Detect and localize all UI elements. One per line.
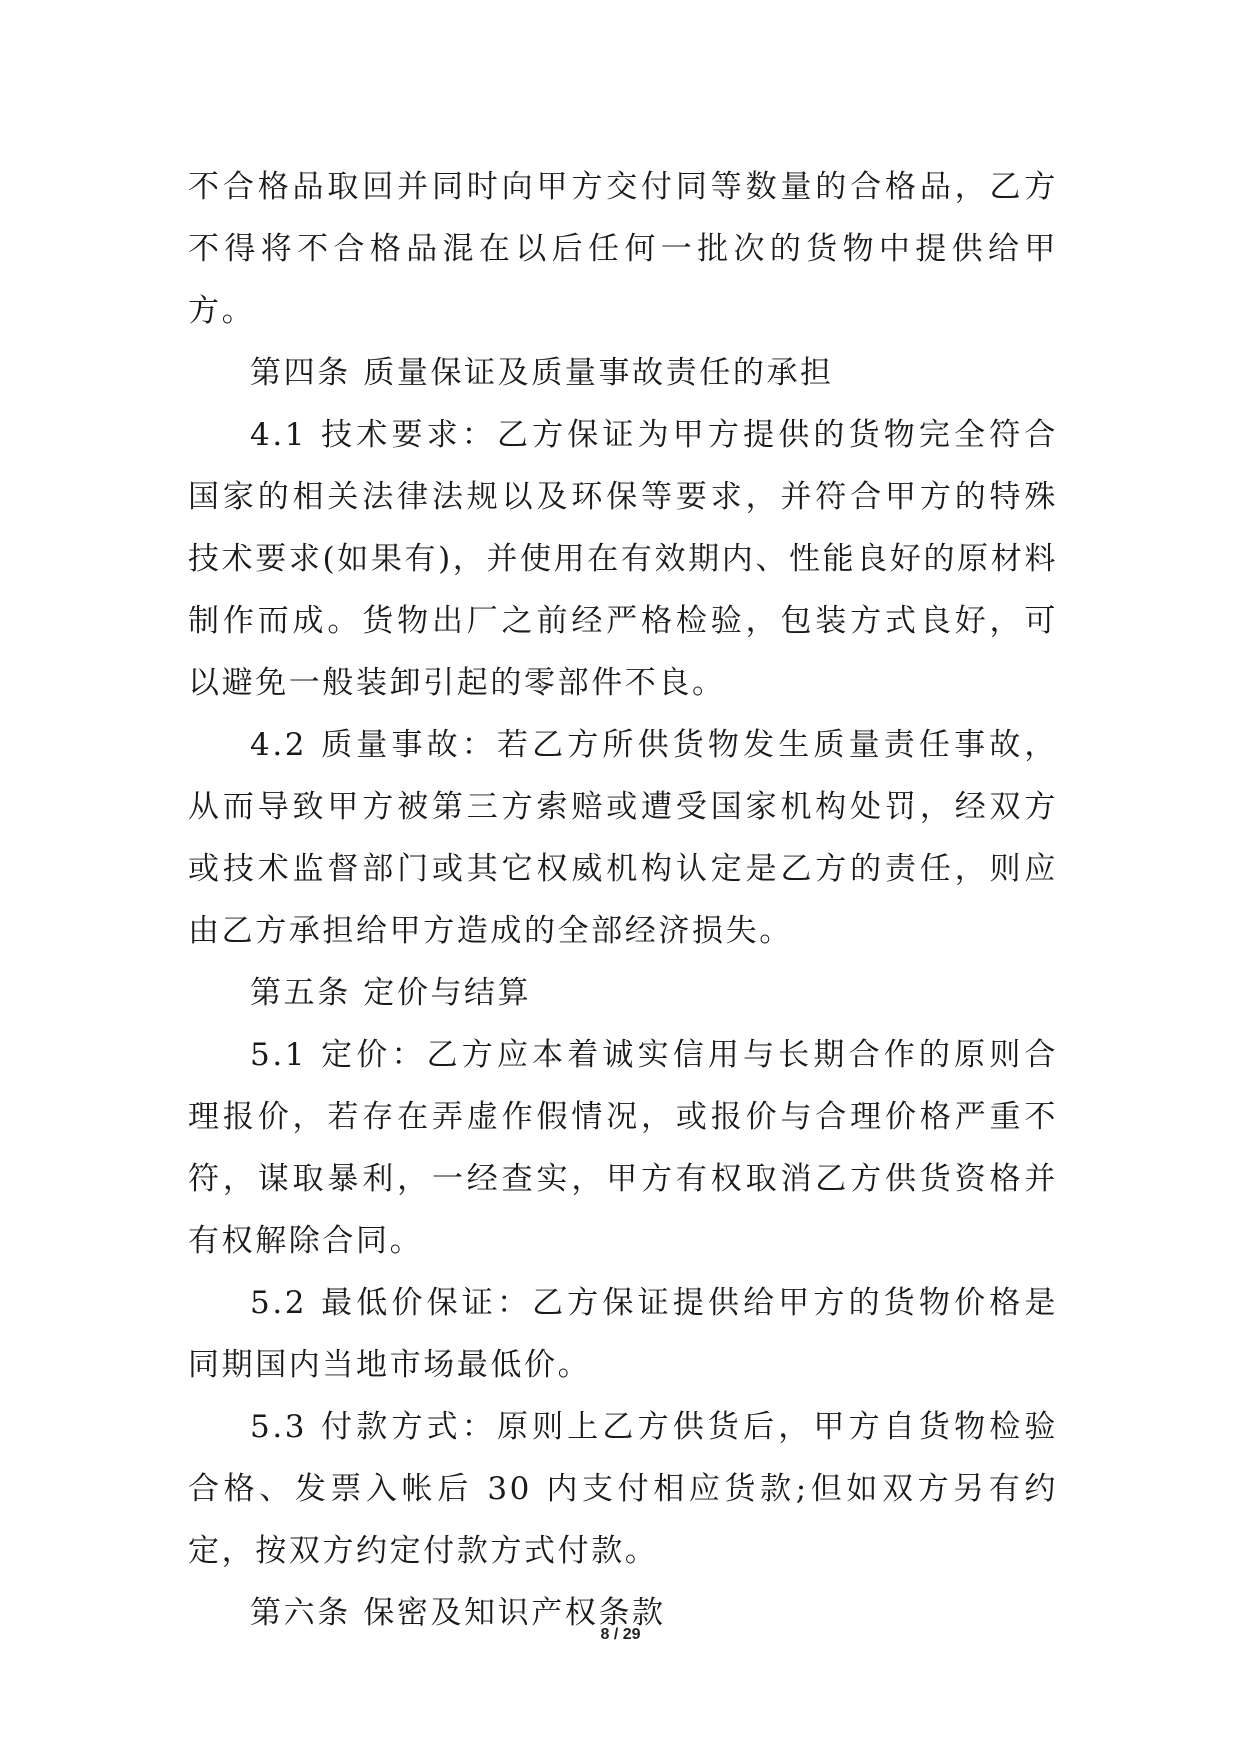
paragraph-5-2-lowest-price: 5.2 最低价保证：乙方保证提供给甲方的货物价格是同期国内当地市场最低价。: [188, 1285, 1058, 1383]
paragraph-continuation: 不合格品取回并同时向甲方交付同等数量的合格品，乙方不得将不合格品混在以后任何一批次的货物中提供给甲方。: [188, 169, 1058, 329]
section-heading-article-4: 第四条 质量保证及质量事故责任的承担: [250, 355, 834, 391]
paragraph-5-3-payment-method: 5.3 付款方式：原则上乙方供货后，甲方自货物检验合格、发票入帐后 30 内支付相应货款;但如双方另有约定，按双方约定付款方式付款。: [188, 1409, 1058, 1569]
section-heading-article-5: 第五条 定价与结算: [250, 975, 532, 1011]
page-number: 8 / 29: [600, 1626, 641, 1643]
document-body: [188, 156, 1058, 1644]
paragraph-5-1-pricing: 5.1 定价：乙方应本着诚实信用与长期合作的原则合理报价，若存在弄虚作假情况，或报价与合理价格严重不符，谋取暴利，一经查实，甲方有权取消乙方供货资格并有权解除合同。: [188, 1037, 1058, 1259]
paragraph-4-1-technical-requirements: 4.1 技术要求：乙方保证为甲方提供的货物完全符合国家的相关法律法规以及环保等要求，并符合甲方的特殊技术要求(如果有)，并使用在有效期内、性能良好的原材料制作而成。货物出厂之前经严格检验，包装方式良好，可以避免一般装卸引起的零部件不良。: [188, 417, 1058, 701]
section-heading-article-6: 第六条 保密及知识产权条款: [250, 1595, 666, 1631]
paragraph-4-2-quality-accidents: 4.2 质量事故：若乙方所供货物发生质量责任事故，从而导致甲方被第三方索赔或遭受国家机构处罚，经双方或技术监督部门或其它权威机构认定是乙方的责任，则应由乙方承担给甲方造成的全部经济损失。: [188, 727, 1058, 949]
